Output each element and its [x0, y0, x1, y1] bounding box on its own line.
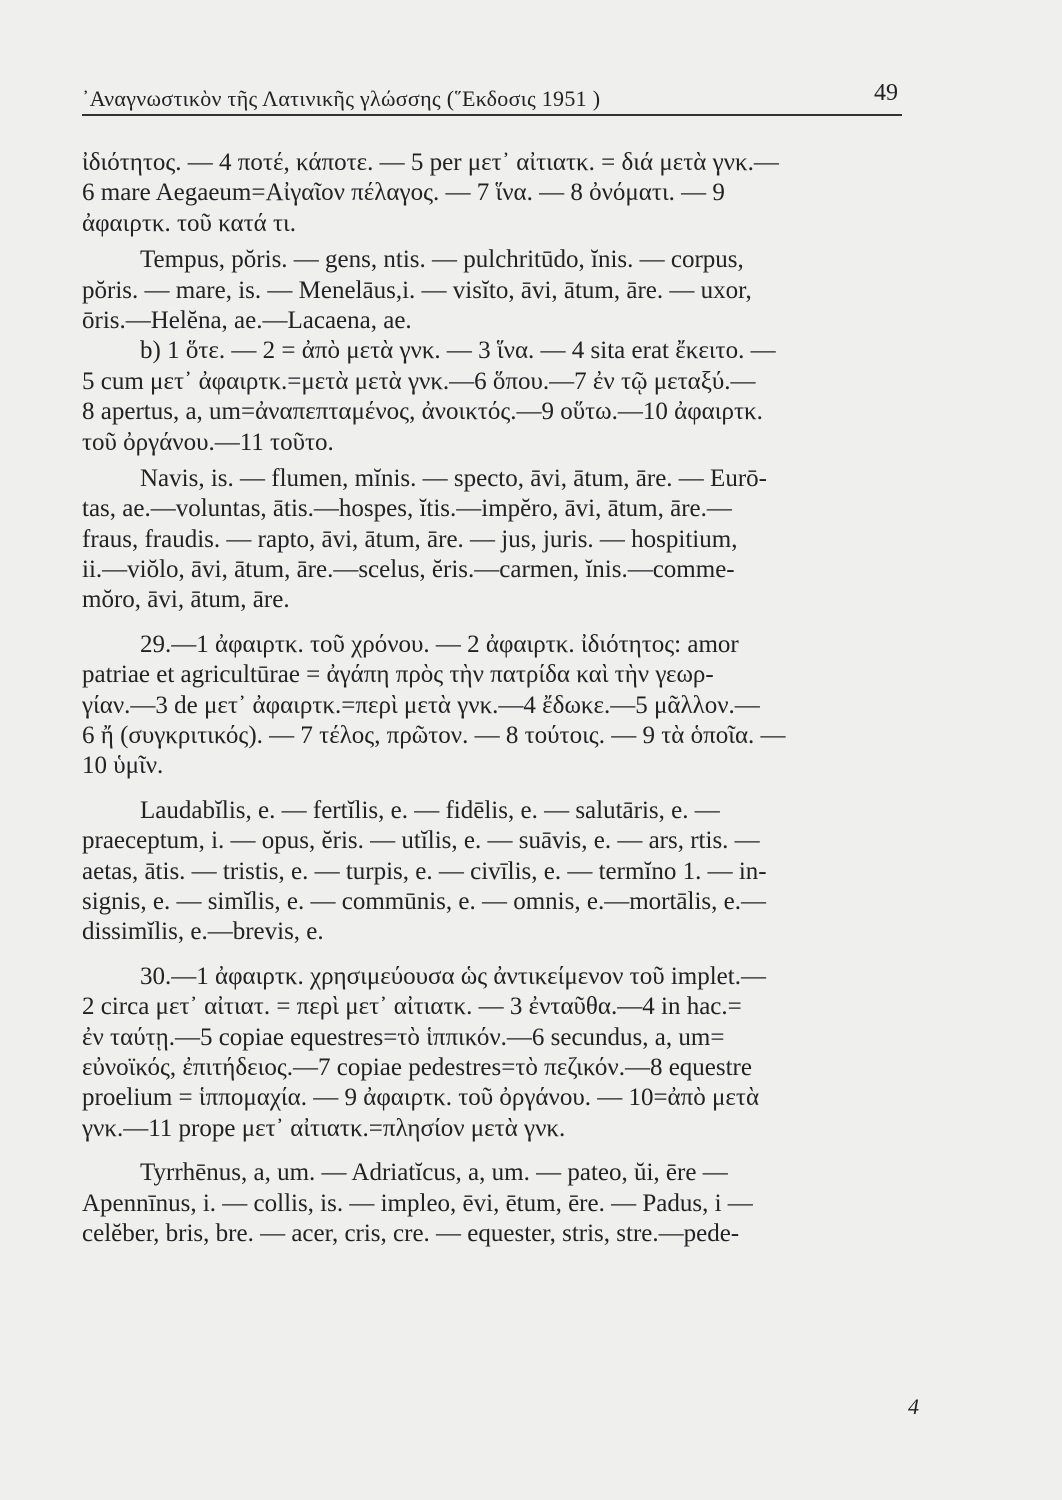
paragraph: [82, 1158, 908, 1249]
text-line: ἀφαιρτκ. τοῦ κατά τι.: [82, 209, 297, 237]
signature-mark: 4: [908, 1394, 919, 1419]
page-number: 49: [874, 80, 898, 106]
text-line: b) 1 ὅτε. — 2 = ἀπὸ μετὰ γνκ. — 3 ἵνα. — 4 sita erat ἔκειτο. —: [140, 337, 776, 365]
text-line: Navis, is. — flumen, mĭnis. — specto, āvi, ātum, āre. — Eurō-: [140, 464, 767, 492]
running-header: [82, 74, 902, 116]
text-line: dissimĭlis, e.—brevis, e.: [82, 918, 324, 946]
text-line: mŏro, āvi, ātum, āre.: [82, 586, 290, 614]
text-line: 8 apertus, a, um=ἀναπεπταμένος, ἀνοικτός.—9 οὕτω.—10 ἀφαιρτκ.: [82, 398, 763, 426]
header-title: ᾿Αναγνωστικὸν τῆς Λατινικῆς γλώσσης (῞Εκδοσις 1951 ): [82, 86, 601, 111]
text-line: fraus, fraudis. — rapto, āvi, ātum, āre. — jus, juris. — hospitium,: [82, 525, 738, 553]
text-line: aetas, ātis. — tristis, e. — turpis, e. — civīlis, e. — termĭno 1. — in-: [82, 857, 767, 885]
text-line: ii.—viŏlo, āvi, ātum, āre.—scelus, ĕris.—carmen, ĭnis.—comme-: [82, 556, 735, 584]
text-line: signis, e. — simĭlis, e. — commūnis, e. — omnis, e.—mortālis, e.—: [82, 887, 766, 915]
text-line: Tyrrhēnus, a, um. — Adriatĭcus, a, um. — pateo, ŭi, ēre —: [140, 1159, 728, 1187]
text-line: 5 cum μετ᾿ ἀφαιρτκ.=μετὰ μετὰ γνκ.—6 ὅπου.—7 ἐν τῷ μεταξύ.—: [82, 367, 756, 395]
text-line: 6 ἤ (συγκριτικός). — 7 τέλος, πρῶτον. — 8 τούτοις. — 9 τὰ ὁποῖα. —: [82, 722, 786, 750]
text-line: ōris.—Helĕna, ae.—Lacaena, ae.: [82, 306, 412, 334]
text-line: patriae et agricultūrae = ἀγάπη πρὸς τὴν πατρίδα καὶ τὴν γεωρ-: [82, 661, 714, 689]
paragraph: [82, 796, 908, 948]
paragraph-section-30: [82, 962, 908, 1144]
text-line: pŏris. — mare, is. — Menelāus,i. — visĭto, āvi, ātum, āre. — uxor,: [82, 276, 752, 304]
text-line: 2 circa μετ᾿ αἰτιατ. = περὶ μετ᾿ αἰτιατκ. — 3 ἐνταῦθα.—4 in hac.=: [82, 993, 742, 1021]
text-line: τοῦ ὀργάνου.—11 τοῦτο.: [82, 428, 334, 456]
text-line: Laudabĭlis, e. — fertĭlis, e. — fidēlis, e. — salutāris, e. —: [140, 796, 720, 824]
text-line: 6 mare Aegaeum=Αἰγαῖον πέλαγος. — 7 ἵνα. — 8 ὀνόματι. — 9: [82, 179, 725, 207]
text-line: Apennīnus, i. — collis, is. — impleo, ēvi, ētum, ēre. — Padus, i —: [82, 1189, 753, 1217]
text-line: ἐν ταύτῃ.—5 copiae equestres=τὸ ἱππικόν.—6 secundus, a, um=: [82, 1023, 725, 1051]
text-line: 29.—1 ἀφαιρτκ. τοῦ χρόνου. — 2 ἀφαιρτκ. ἰδιότητος: amor: [140, 630, 739, 658]
text-line: 10 ὑμῖν.: [82, 752, 164, 780]
paragraph: [82, 336, 908, 458]
text-body: [82, 148, 908, 1249]
text-line: γνκ.—11 prope μετ᾿ αἰτιατκ.=πλησίον μετὰ γνκ.: [82, 1114, 566, 1142]
text-line: praeceptum, i. — opus, ĕris. — utĭlis, e. — suāvis, e. — ars, rtis. —: [82, 827, 760, 855]
text-line: proelium = ἱππομαχία. — 9 ἀφαιρτκ. τοῦ ὀργάνου. — 10=ἀπὸ μετὰ: [82, 1084, 760, 1112]
text-line: celĕber, bris, bre. — acer, cris, cre. — equester, stris, stre.—pede-: [82, 1219, 740, 1247]
paragraph: [82, 464, 908, 616]
text-line: tas, ae.—voluntas, ātis.—hospes, ĭtis.—impĕro, āvi, ātum, āre.—: [82, 495, 732, 523]
text-line: γίαν.—3 de μετ᾿ ἀφαιρτκ.=περὶ μετὰ γνκ.—4 ἔδωκε.—5 μᾶλλον.—: [82, 691, 760, 719]
text-line: 30.—1 ἀφαιρτκ. χρησιμεύουσα ὡς ἀντικείμενον τοῦ implet.—: [140, 962, 766, 990]
text-line: εὐνοϊκός, ἐπιτήδειος.—7 copiae pedestres=τὸ πεζικόν.—8 equestre: [82, 1053, 752, 1081]
text-line: Tempus, pŏris. — gens, ntis. — pulchritūdo, ĭnis. — corpus,: [140, 246, 744, 274]
text-line: ἰδιότητος. — 4 ποτέ, κάποτε. — 5 per μετ᾿ αἰτιατκ. = διά μετὰ γνκ.—: [82, 149, 779, 176]
paragraph-section-29: [82, 630, 908, 782]
paragraph: [82, 148, 908, 239]
paragraph: [82, 245, 908, 336]
